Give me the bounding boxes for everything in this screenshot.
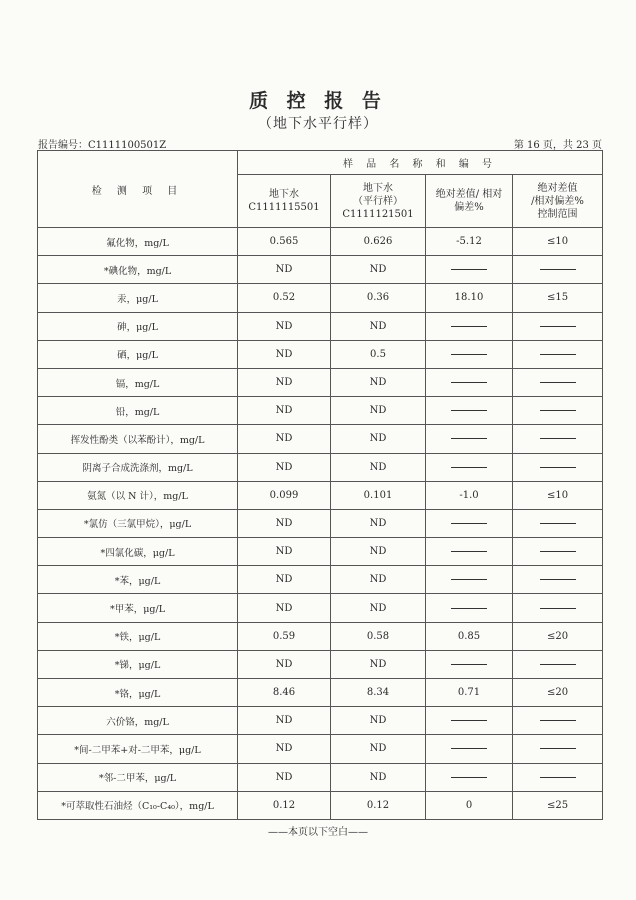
value-cell: ND	[331, 397, 426, 425]
dash-line	[540, 579, 576, 580]
table-row	[38, 679, 603, 707]
value-cell: ND	[238, 453, 331, 481]
qc-table-body	[38, 228, 603, 820]
value-cell: ND	[238, 594, 331, 622]
dash-line	[451, 664, 487, 665]
value-cell: ND	[238, 340, 331, 368]
dash-line	[540, 382, 576, 383]
empty-dash-cell	[426, 453, 513, 481]
item-name-cell: *锑，μg/L	[38, 650, 238, 678]
value-cell: 8.34	[331, 679, 426, 707]
column-header-line: 地下水	[269, 189, 299, 200]
dash-line	[540, 438, 576, 439]
table-row	[38, 425, 603, 453]
value-cell: ND	[331, 735, 426, 763]
column-header-line: C1111115501	[248, 202, 320, 213]
value-cell: ND	[238, 312, 331, 340]
value-cell: ≤10	[513, 481, 603, 509]
value-cell: ND	[238, 650, 331, 678]
empty-dash-cell	[513, 735, 603, 763]
column-header-1	[238, 175, 331, 228]
value-cell: ND	[238, 256, 331, 284]
empty-dash-cell	[513, 566, 603, 594]
value-cell: ND	[331, 312, 426, 340]
table-row	[38, 228, 603, 256]
empty-dash-cell	[426, 538, 513, 566]
item-name-cell: *四氯化碳，μg/L	[38, 538, 238, 566]
value-cell: ND	[331, 368, 426, 396]
value-cell: ND	[331, 650, 426, 678]
value-cell: ND	[238, 397, 331, 425]
item-name-cell: *碘化物，mg/L	[38, 256, 238, 284]
value-cell: ND	[331, 509, 426, 537]
value-cell: 8.46	[238, 679, 331, 707]
column-header-line: /相对偏差%	[531, 195, 584, 207]
value-cell: ND	[331, 594, 426, 622]
value-cell: ND	[238, 566, 331, 594]
item-name-cell: 铅，mg/L	[38, 397, 238, 425]
dash-line	[451, 269, 487, 270]
empty-dash-cell	[513, 340, 603, 368]
dash-line	[540, 551, 576, 552]
page-footer: ——本页以下空白——	[268, 827, 368, 838]
value-cell: 0.52	[238, 284, 331, 312]
dash-line	[451, 523, 487, 524]
dash-line	[540, 608, 576, 609]
value-cell: 0.58	[331, 622, 426, 650]
empty-dash-cell	[513, 256, 603, 284]
value-cell: ND	[238, 538, 331, 566]
report-number: 报告编号：C1111100501Z	[38, 140, 167, 151]
item-name-cell: *铁，μg/L	[38, 622, 238, 650]
empty-dash-cell	[426, 509, 513, 537]
dash-line	[451, 720, 487, 721]
item-name-cell: 汞，μg/L	[38, 284, 238, 312]
value-cell: ≤10	[513, 228, 603, 256]
report-title: 质 控 报 告	[249, 90, 387, 112]
dash-line	[540, 720, 576, 721]
value-cell: 0	[426, 791, 513, 819]
table-row	[38, 340, 603, 368]
value-cell: ≤15	[513, 284, 603, 312]
empty-dash-cell	[426, 594, 513, 622]
empty-dash-cell	[513, 538, 603, 566]
dash-line	[540, 467, 576, 468]
dash-line	[451, 608, 487, 609]
column-header-3	[426, 175, 513, 228]
item-name-cell: 硒，μg/L	[38, 340, 238, 368]
value-cell: ND	[331, 566, 426, 594]
table-row	[38, 481, 603, 509]
item-name-cell: 砷，μg/L	[38, 312, 238, 340]
item-name-cell: *可萃取性石油烃（C₁₀-C₄₀），mg/L	[38, 791, 238, 819]
empty-dash-cell	[513, 763, 603, 791]
table-row	[38, 707, 603, 735]
empty-dash-cell	[426, 368, 513, 396]
table-row	[38, 791, 603, 819]
dash-line	[540, 523, 576, 524]
dash-line	[451, 438, 487, 439]
value-cell: ND	[331, 763, 426, 791]
empty-dash-cell	[513, 594, 603, 622]
value-cell: ≤20	[513, 679, 603, 707]
table-row	[38, 622, 603, 650]
item-name-cell: 挥发性酚类（以苯酚计），mg/L	[38, 425, 238, 453]
item-name-cell: *苯，μg/L	[38, 566, 238, 594]
page-info: 第 16 页，共 23 页	[513, 140, 602, 151]
value-cell: 0.626	[331, 228, 426, 256]
column-header-line: 绝对差值	[537, 182, 578, 194]
dash-line	[540, 748, 576, 749]
item-name-cell: *氯仿（三氯甲烷），μg/L	[38, 509, 238, 537]
value-cell: ND	[238, 509, 331, 537]
table-row	[38, 312, 603, 340]
value-cell: ND	[331, 707, 426, 735]
table-row	[38, 763, 603, 791]
dash-line	[540, 664, 576, 665]
value-cell: ≤25	[513, 791, 603, 819]
dash-line	[451, 748, 487, 749]
item-name-cell: 阴离子合成洗涤剂，mg/L	[38, 453, 238, 481]
column-header-2	[331, 175, 426, 228]
value-cell: -5.12	[426, 228, 513, 256]
value-cell: 0.85	[426, 622, 513, 650]
item-name-cell: 镉，mg/L	[38, 368, 238, 396]
empty-dash-cell	[426, 425, 513, 453]
item-name-cell: 氟化物，mg/L	[38, 228, 238, 256]
table-row	[38, 538, 603, 566]
empty-dash-cell	[513, 707, 603, 735]
value-cell: ND	[331, 538, 426, 566]
empty-dash-cell	[426, 566, 513, 594]
value-cell: ND	[238, 763, 331, 791]
dash-line	[540, 354, 576, 355]
empty-dash-cell	[426, 312, 513, 340]
column-header-line: （平行样）	[353, 195, 403, 207]
column-header-line: 绝对差值/ 相对	[435, 189, 503, 200]
value-cell: ND	[238, 735, 331, 763]
item-name-cell: 氨氮（以 N 计），mg/L	[38, 481, 238, 509]
value-cell: 0.71	[426, 679, 513, 707]
column-header-line: C1111121501	[342, 208, 414, 220]
table-row	[38, 566, 603, 594]
value-cell: ND	[331, 425, 426, 453]
dash-line	[451, 579, 487, 580]
value-cell: ND	[331, 256, 426, 284]
empty-dash-cell	[426, 707, 513, 735]
table-row	[38, 650, 603, 678]
empty-dash-cell	[426, 397, 513, 425]
value-cell: ND	[238, 707, 331, 735]
empty-dash-cell	[513, 509, 603, 537]
item-name-cell: 六价铬，mg/L	[38, 707, 238, 735]
value-cell: 0.099	[238, 481, 331, 509]
report-subtitle: （地下水平行样）	[258, 116, 378, 132]
dash-line	[451, 354, 487, 355]
qc-table	[37, 150, 603, 820]
value-cell: 0.5	[331, 340, 426, 368]
value-cell: ND	[331, 453, 426, 481]
sample-group-header: 样 品 名 称 和 编 号	[238, 151, 603, 175]
value-cell: 0.12	[238, 791, 331, 819]
empty-dash-cell	[426, 763, 513, 791]
table-row	[38, 397, 603, 425]
column-header-4	[513, 175, 603, 228]
dash-line	[451, 777, 487, 778]
dash-line	[540, 326, 576, 327]
empty-dash-cell	[513, 453, 603, 481]
report-meta	[38, 136, 602, 150]
table-row	[38, 735, 603, 763]
table-row	[38, 453, 603, 481]
item-name-cell: *间-二甲苯+对-二甲苯，μg/L	[38, 735, 238, 763]
table-row	[38, 509, 603, 537]
value-cell: 18.10	[426, 284, 513, 312]
table-row	[38, 284, 603, 312]
dash-line	[540, 269, 576, 270]
empty-dash-cell	[513, 425, 603, 453]
column-header-line: 地下水	[363, 182, 393, 194]
table-row	[38, 368, 603, 396]
value-cell: 0.101	[331, 481, 426, 509]
dash-line	[540, 410, 576, 411]
empty-dash-cell	[426, 650, 513, 678]
item-name-cell: *甲苯，μg/L	[38, 594, 238, 622]
empty-dash-cell	[513, 368, 603, 396]
dash-line	[451, 326, 487, 327]
table-row	[38, 256, 603, 284]
empty-dash-cell	[513, 312, 603, 340]
column-header-line: 偏差%	[454, 202, 484, 213]
empty-dash-cell	[513, 650, 603, 678]
dash-line	[540, 777, 576, 778]
empty-dash-cell	[426, 256, 513, 284]
column-header-line: 控制范围	[537, 208, 578, 220]
empty-dash-cell	[426, 340, 513, 368]
dash-line	[451, 467, 487, 468]
item-name-cell: *邻-二甲苯，μg/L	[38, 763, 238, 791]
value-cell: ≤20	[513, 622, 603, 650]
item-column-header: 检 测 项 目	[38, 151, 238, 228]
value-cell: ND	[238, 368, 331, 396]
empty-dash-cell	[513, 397, 603, 425]
value-cell: ND	[238, 425, 331, 453]
dash-line	[451, 382, 487, 383]
item-name-cell: *铬，μg/L	[38, 679, 238, 707]
value-cell: 0.12	[331, 791, 426, 819]
value-cell: 0.36	[331, 284, 426, 312]
dash-line	[451, 551, 487, 552]
dash-line	[451, 410, 487, 411]
table-row	[38, 594, 603, 622]
value-cell: -1.0	[426, 481, 513, 509]
empty-dash-cell	[426, 735, 513, 763]
value-cell: 0.565	[238, 228, 331, 256]
value-cell: 0.59	[238, 622, 331, 650]
